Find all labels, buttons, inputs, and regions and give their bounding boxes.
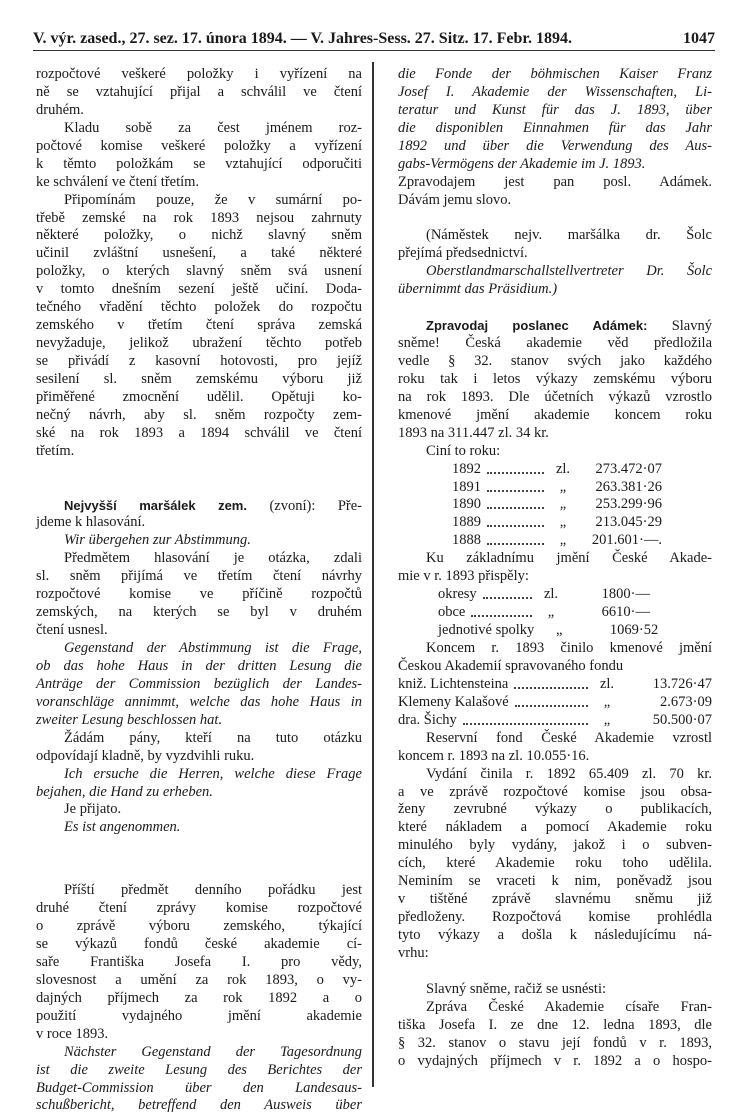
line-text: o zprávě výboru zemského, týkající [36,918,362,935]
paragraph [398,999,712,1071]
text-line [36,900,362,918]
text-line [398,801,712,819]
row-label: 1888 [452,532,481,549]
line-text: jdeme k hlasování. [36,514,146,531]
text-line [36,281,362,299]
line-text: 1893 na 311.447 zl. 34 kr. [398,424,549,441]
table-row [452,514,662,532]
row-label: okresy [438,586,477,603]
text-line [36,801,362,819]
text-line [398,389,712,407]
text-line [36,784,362,802]
line-text: Josef I. Akademie der Wissenschaften, Li- [398,83,712,100]
row-label: dra. Šichy [398,711,457,728]
dot-leader [487,472,544,474]
line-text: předloženy. Rozpočtová komise prohlédla [398,909,712,926]
text-line [398,748,712,766]
line-text: učinil zvláštní usnešení, a také některé [36,245,362,262]
line-text: druhém. [36,101,84,118]
table-row [452,461,662,479]
line-text: Dávám jemu slovo. [398,191,512,208]
paragraph [36,550,362,640]
row-value: 1069·52 [609,622,659,639]
paragraph [36,120,362,192]
paragraph [36,640,362,730]
line-text: Kladu sobě za čest jménem roz- [64,119,362,136]
text-line [398,766,712,784]
line-text: voranschläge annimmt, welche das hohe Haus in [36,693,362,710]
row-unit: „ [603,711,611,728]
line-text: Slavný sněme, račiž se usnésti: [426,980,606,997]
speech-paragraph [36,497,362,533]
row-value: 253.299·96 [595,496,662,513]
line-text: Gegenstand der Abstimmung ist die Frage, [64,640,362,657]
text-line [398,873,712,891]
row-label: Klemeny Kalašové [398,693,509,710]
row-unit: „ [556,622,563,639]
line-text: Vydání činila r. 1892 65.409 zl. 70 kr. [426,765,712,782]
line-text: mie v r. 1893 přispěly: [398,568,529,585]
text-line [36,640,362,658]
line-text: tyto výkazy a došla k následujícímu ná- [398,927,712,943]
text-line [398,658,712,676]
line-text: kmenové jmění akademie koncem roku [398,406,712,423]
text-line [36,990,362,1008]
text-line [36,120,362,138]
row-label: jednotivé spolky [438,622,535,639]
paragraph [398,443,712,461]
line-text: v tištěné zprávě slavnému sněmu již [398,891,712,908]
text-line [398,174,712,192]
text-line [398,317,712,335]
line-text: vedle § 32. stanov svých jako každého [398,353,712,369]
dot-leader [483,597,532,599]
line-text: k těmto položkám se vztahující odporučiti [36,155,362,172]
text-line [398,909,712,927]
left-column [36,66,362,1115]
paragraph [36,532,362,550]
line-text: bejahen, die Hand zu erheben. [36,783,213,800]
paragraph [36,730,362,766]
line-text: sesilení sl. sněm zemskému výboru již [36,370,362,387]
line-text: v tomto dnešním sezení ještě učiní. Doda- [36,281,362,298]
line-text: Žádám pány, kteří na tuto otázku [64,729,362,746]
text-line [398,84,712,102]
line-text: zemských, na kterých se byl v druhém [36,604,362,621]
text-line [398,353,712,371]
line-text: rozpočtové komise ve příčině rozpočtů [36,586,362,603]
paragraph [398,550,712,586]
line-text: koncem r. 1893 na zl. 10.055·16. [398,747,590,764]
line-text: se výkazů fondů české akademie cí- [36,936,362,953]
dot-leader [515,705,588,707]
table-row [438,622,659,640]
row-label: 1891 [452,478,481,495]
line-text: Budget-Commission über den Landesaus- [36,1079,362,1096]
text-line [36,1097,362,1115]
line-text: ně se vztahující přijal a schválil ve čtení [36,83,362,100]
table-row [398,694,712,712]
text-line [398,245,712,263]
table-row [452,532,662,550]
line-text: Ciní to roku: [426,442,501,459]
text-line [36,245,362,263]
row-value: 201.601·—. [591,532,662,549]
text-line [36,954,362,972]
text-line [398,855,712,873]
text-line [36,317,362,335]
row-unit: „ [559,496,567,513]
header-title: V. výr. zased., 27. sez. 17. února 1894. — V. Jahres-Sess. 27. Sitz. 17. Febr. 1894. [33,30,572,47]
paragraph [398,730,712,766]
table-row [398,676,712,694]
line-text: roku tak i letos výkazy zemskému výboru [398,370,712,387]
text-line [36,407,362,425]
text-line [398,263,712,281]
paragraph [36,66,362,120]
line-text: Zpráva České Akademie císaře Fran- [426,998,712,1015]
text-line [36,102,362,120]
dot-leader [514,687,588,689]
text-line [36,514,362,532]
text-line [36,210,362,228]
paragraph [36,766,362,802]
row-unit: „ [547,604,555,621]
row-value: 263.381·26 [595,478,662,495]
text-line [36,299,362,317]
row-label: obce [438,604,466,621]
text-line [398,927,712,945]
text-line [36,936,362,954]
row-value: 273.472·07 [595,460,662,477]
line-text: Ku základnímu jmění České Akade- [426,550,712,567]
text-line [398,837,712,855]
line-text: ské na rok 1893 a 1894 schválil ve čtení [36,424,362,441]
spacer [36,461,362,497]
value-table [398,676,712,730]
text-line [36,819,362,837]
dot-leader [487,507,544,509]
line-text: übernimmt das Präsidium.) [398,281,558,298]
text-line [398,192,712,210]
line-text: Zpravodajem jest pan posl. Adámek. [398,173,712,190]
text-line [36,389,362,407]
row-value: 13.726·47 [652,675,712,692]
line-text: dajných příjmech za rok 1892 a o [36,989,362,1006]
line-text: na rok 1893. Dle účetních výkazů vzrostlo [398,388,712,405]
line-text: přiměřené zmocnění udělil. Opětuji ko- [36,388,362,405]
speaker-name: Nejvyšší maršálek zem. [64,497,247,513]
spacer [36,837,362,882]
row-label: 1889 [452,514,481,531]
text-line [36,748,362,766]
table-row [398,712,712,730]
text-line [398,568,712,586]
text-line [36,532,362,550]
line-text: a ve zprávě rozpočtové komise jsou obsa- [398,783,712,800]
text-line [36,568,362,586]
line-text: Ich ersuche die Herren, welche diese Frage [64,765,362,782]
text-line [398,1035,712,1053]
line-text: Připomínám pouze, že v sumární po- [64,191,362,208]
line-text: Es ist angenommen. [64,819,181,836]
table-row [452,479,662,497]
row-value: 2.673·09 [660,693,712,710]
paragraph [36,819,362,837]
line-text: rozpočtové veškeré položky i vyřízení na [36,66,362,82]
text-line [36,694,362,712]
text-line [36,658,362,676]
line-text: sněme! Česká akademie věd předložila [398,335,712,352]
text-line [36,138,362,156]
right-column [398,66,712,1071]
line-text: ke schválení ve čtení třetím. [36,173,200,190]
line-text: schußbericht, betreffend den Ausweis über [36,1097,362,1114]
row-unit: zl. [599,675,615,692]
dot-leader [471,615,532,617]
row-unit: zl. [543,586,559,603]
text-line [36,66,362,84]
line-text: druhé čtení zprávy komise rozpočtové [36,900,362,917]
dot-leader [487,525,544,527]
text-line [36,497,362,515]
spacer [398,210,712,228]
text-line [398,819,712,837]
line-text: Příští předmět denního pořádku jest [64,882,362,899]
text-line [398,281,712,299]
dot-leader [463,723,588,725]
text-line [398,120,712,138]
line-text: Wir übergehen zur Abstimmung. [64,532,251,549]
text-line [36,604,362,622]
row-value: 6610·— [601,604,650,621]
line-text: Českou Akademií spravovaného fondu [398,657,624,674]
text-line [398,425,712,443]
line-text: Koncem r. 1893 činilo kmenové jmění [426,640,712,656]
value-table [398,586,659,640]
text-line [398,443,712,461]
text-line [398,156,712,174]
text-line [36,550,362,568]
text-line [36,972,362,990]
text-line [36,882,362,900]
text-line [36,766,362,784]
text-line [36,263,362,281]
paragraph [398,174,712,210]
line-text: slovesnost a umění za rok 1893, o vy- [36,971,362,988]
line-text: die disponiblen Einnahmen für das Jahr [398,119,712,136]
text-line [398,138,712,156]
line-text: teratur und Kunst für das J. 1893, über [398,101,712,118]
dot-leader [487,490,544,492]
text-line [36,227,362,245]
text-line [36,192,362,210]
value-table [398,461,662,551]
line-text: gabs-Vermögens der Akademie im J. 1893. [398,155,646,172]
text-line [398,1017,712,1035]
table-row [452,497,662,515]
text-line [36,443,362,461]
row-unit: zl. [555,460,571,477]
table-row [438,604,650,622]
line-text: které nákladem a pomocí Akademie roku [398,819,712,836]
paragraph [36,1044,362,1115]
text-line [36,353,362,371]
paragraph [398,981,712,999]
line-text: sl. sněm přijímá ve třetím čtení návrhy [36,568,362,585]
line-text: § 32. stanov o stavu její fondů v r. 1893, [398,1034,712,1051]
text-line [398,945,712,963]
row-unit: „ [559,532,567,549]
text-line [36,156,362,174]
text-line [36,712,362,730]
line-text: (zvoní): Pře- [246,497,362,514]
row-value: 213.045·29 [595,514,662,531]
row-unit: „ [559,478,567,495]
line-text: minulého byly vydány, jakož i o subven- [398,837,712,854]
text-line [36,174,362,192]
line-text: se přivádí z kasovní hotovosti, pro jejíž [36,353,362,369]
row-label: 1892 [452,460,481,477]
text-line [398,891,712,909]
line-text: tiška Josefa I. ze dne 12. ledna 1893, dle [398,1016,712,1033]
line-text: die Fonde der böhmischen Kaiser Franz [398,66,712,82]
line-text: ženy zevrubné výkazy o publikacích, [398,801,712,818]
text-line [36,425,362,443]
text-line [36,918,362,936]
text-line [36,622,362,640]
text-line [36,1026,362,1044]
text-line [398,102,712,120]
text-line [36,1062,362,1080]
page-number: 1047 [683,30,715,47]
row-label: kniž. Lichtensteina [398,675,509,692]
spacer [398,963,712,981]
text-line [398,66,712,84]
line-text: Oberstlandmarschallstellvertreter Dr. Šolc [426,263,712,280]
text-line [36,335,362,353]
line-text: Předmětem hlasování je otázka, zdali [64,550,362,567]
line-text: odpovídají kladně, by vyzdvihli ruku. [36,747,255,764]
text-line [398,550,712,568]
text-line [36,676,362,694]
line-text: použití vydajného jmění akademie [36,1007,362,1024]
row-value: 1800·— [601,586,650,603]
text-line [36,371,362,389]
line-text: Je přijato. [64,801,122,818]
spacer [398,299,712,317]
column-divider [372,62,374,1087]
line-text: zemského v třetím čtení správa zemská [36,317,362,334]
text-line [398,640,712,658]
paragraph [36,882,362,1043]
text-line [398,227,712,245]
paragraph [398,640,712,676]
line-text: cích, které Akademie roku toho udělila. [398,855,712,872]
text-line [36,730,362,748]
text-line [36,84,362,102]
running-header [33,30,715,51]
line-text: tečného vřadění těchto položek do rozpočtu [36,299,362,316]
line-text: zweiter Lesung beschlossen hat. [36,711,223,728]
line-text: vrhu: [398,944,429,961]
line-text: (Náměstek nejv. maršálka dr. Šolc [426,227,712,244]
line-text: některé položky, o nichž slavný sněm [36,227,362,244]
line-text: Nächster Gegenstand der Tagesordnung [64,1043,362,1060]
text-line [36,586,362,604]
paragraph [36,192,362,461]
table-row [438,586,650,604]
line-text: v roce 1893. [36,1025,109,1042]
paragraph [398,227,712,263]
line-text: nečný návrh, aby sl. sněm rozpočty zem- [36,406,362,423]
row-label: 1890 [452,496,481,513]
paragraph [398,263,712,299]
paragraph [398,66,712,174]
line-text: Neminím se vraceti k nim, poněvadž jsou [398,873,712,890]
text-line [36,1044,362,1062]
text-line [398,730,712,748]
text-line [398,784,712,802]
line-text: Slavný [647,318,712,335]
line-text: nevyžaduje, jelikož ubražení těchto potřeb [36,335,362,352]
line-text: třebě zemské na rok 1893 nejsou zahrnuty [36,209,362,226]
row-unit: „ [603,693,611,710]
row-value: 50.500·07 [652,711,712,728]
line-text: přejímá předsednictví. [398,245,528,262]
text-line [398,371,712,389]
text-line [398,999,712,1017]
line-text: saře Františka Josefa I. pro vědy, [36,953,362,970]
text-line [398,407,712,425]
line-text: počtové komise veškeré položky a vyřízení [36,137,362,154]
text-line [398,981,712,999]
paragraph [398,766,712,963]
line-text: položky, o kterých slavný sněm svá usnení [36,263,362,280]
line-text: Reservní fond České Akademie vzrostl [426,729,712,746]
line-text: Anträge der Commission bezüglich der Landes- [36,675,362,692]
line-text: 1892 und über die Verwendung des Aus- [398,137,712,154]
text-line [36,1080,362,1098]
line-text: ob das hohe Haus in der dritten Lesung die [36,657,362,674]
speech-paragraph [398,317,712,443]
text-line [36,1008,362,1026]
dot-leader [487,543,544,545]
paragraph [36,801,362,819]
speaker-name: Zpravodaj poslanec Adámek: [426,318,648,334]
line-text: čtení usnesl. [36,622,108,639]
text-line [398,1053,712,1071]
row-unit: „ [559,514,567,531]
line-text: třetím. [36,442,75,459]
line-text: o vydajných příjmech v r. 1892 a o hospo- [398,1052,712,1069]
text-line [398,335,712,353]
line-text: ist die zweite Lesung des Berichtes der [36,1061,362,1078]
